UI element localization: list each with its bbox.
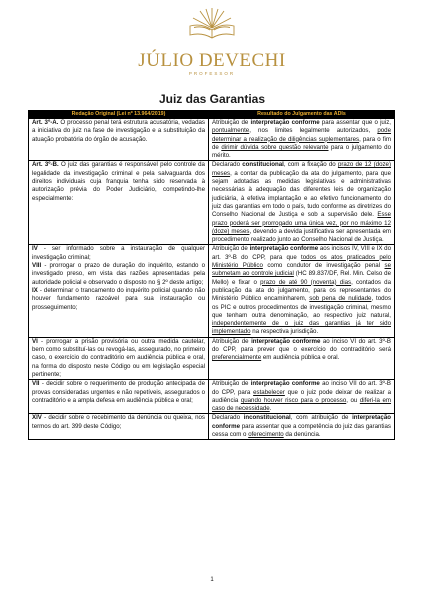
text-run: Declarado <box>212 414 244 422</box>
inciso-text: - prorrogar o prazo de duração do inquérito, estando o investigado preso, em vista das razões apresentadas pela autoridade policial e observado o disposto no § 2º deste artigo; <box>32 262 205 286</box>
text-run: Declarado <box>212 161 243 169</box>
text-run: ao inciso VII do art. 3º-B do CPP, para <box>212 380 391 396</box>
bold-term: interpretação conforme <box>250 380 320 388</box>
table-row <box>29 337 395 379</box>
result-text-cell <box>209 245 395 337</box>
text-run: , devendo a devida justificativa ser apresentada em procedimento realizado junto ao Conselho Nacional de Justiça. <box>212 227 391 244</box>
underlined-term: prazo de até 90 (noventa) dias <box>260 278 352 286</box>
text-run: como condutor de investigação penal <box>262 262 385 270</box>
text-run: , a contar da publicação da ata do julgamento, para que sejam adotadas as medidas legislativas e administrativas necessárias à adequação das diferentes leis de organização judiciária, à efetiva implantação e ao efetivo funcionamento do juiz das garantias em todo o país, tudo conforme as diretrizes do Conselho Nacional de Justiça e sob a supervisão dele. <box>212 169 391 219</box>
inciso-label: VIII <box>32 262 42 270</box>
text-run: , com a fixação do <box>283 161 338 169</box>
text-run: , todos os PIC e outros procedimentos de investigação criminal, mesmo que tenham outra denominação, ao respectivo juiz natural, <box>212 295 392 319</box>
text-run: Atribuição de <box>212 380 251 388</box>
inciso-text: - determinar o trancamento do inquérito policial quando não houver fundamento razoável para sua instauração ou prosseguimento; <box>32 286 205 311</box>
underlined-term: pontualmente <box>212 127 250 135</box>
result-text-cell <box>209 119 395 161</box>
article-label: Art. 3º-A. <box>32 119 61 126</box>
table-row <box>29 414 395 440</box>
document-title: Juiz das Garantias <box>158 92 266 106</box>
text-run: , com atribuição de <box>290 414 353 422</box>
underlined-term: preferencialmente <box>212 354 262 362</box>
page-number: 1 <box>210 577 214 583</box>
result-text-cell <box>209 414 395 440</box>
underlined-term: pode determinar a realização de diligências suplementares <box>212 127 391 143</box>
original-text-cell <box>29 380 209 414</box>
inciso-label: XIV <box>32 414 42 422</box>
text-run: em audiência pública e oral. <box>261 354 340 362</box>
inciso-label: VII <box>32 380 40 388</box>
logo <box>0 4 424 78</box>
table-row <box>29 380 395 414</box>
result-text-cell <box>209 161 395 245</box>
table-header-row <box>29 111 395 119</box>
text-run: para o julgamento do mérito. <box>212 143 391 160</box>
original-text-cell <box>29 414 209 440</box>
underlined-term: sob pena de nulidade <box>309 295 372 303</box>
bold-term: constitucional <box>242 161 284 169</box>
text-run: , contados da publicação da ata do julgamento, para os representantes do Ministério Público encaminharem, <box>212 278 391 303</box>
underlined-term: dirimir dúvida sobre questão relevante <box>221 143 329 151</box>
article-text: O processo penal terá estrutura acusatória, vedadas a iniciativa do juiz na fase de investigação e a substituição da atuação probatória do órgão de acusação. <box>32 119 205 143</box>
original-text-cell <box>29 161 209 245</box>
inciso-paragraph <box>32 245 205 262</box>
column-header-result: Resultado do Julgamento das ADIs <box>209 111 395 119</box>
underlined-term: Esse prazo poderá ser prorrogado uma única vez, por no máximo 12 (doze) meses <box>212 211 391 235</box>
text-run: Atribuição de <box>212 119 251 126</box>
text-run: para assentar que o juiz, <box>319 119 391 126</box>
inciso-label: IX <box>32 286 38 294</box>
comparison-table <box>28 110 395 440</box>
bold-term: inconstitucional <box>243 414 291 422</box>
inciso-text: - decidir sobre o recebimento da denúncia ou queixa, nos termos do art. 399 deste Código; <box>32 414 205 430</box>
text-run: , nos limites legalmente autorizados, <box>249 127 378 135</box>
bold-term: interpretação conforme <box>212 414 391 430</box>
original-text-cell <box>29 119 209 161</box>
result-text-cell <box>209 380 395 414</box>
text-run: da denúncia. <box>283 430 321 438</box>
bold-term: interpretação conforme <box>250 119 320 126</box>
text-run: . <box>269 405 272 413</box>
open-book-logo-icon <box>182 4 242 48</box>
table-row <box>29 161 395 245</box>
inciso-text: - ser informado sobre a instauração de qualquer investigação criminal; <box>32 245 205 261</box>
underlined-term: se submetam ao controle judicial <box>212 262 392 278</box>
underlined-term: quando houver risco para o processo <box>240 396 347 404</box>
inciso-text: - prorrogar a prisão provisória ou outra medida cautelar, bem como substituí-las ou revogá-las, assegurado, no primeiro caso, o exercício do contraditório em audiência pública e oral, na forma do disposto neste Código ou em legislação especial pertinente; <box>32 337 205 378</box>
logo-name: JÚLIO DEVECHI <box>138 50 286 71</box>
inciso-text: - decidir sobre o requerimento de produção antecipada de provas consideradas urgentes e não repetíveis, assegurados o contraditório e a ampla defesa em audiência pública e oral; <box>32 380 205 404</box>
article-text: O juiz das garantias é responsável pelo controle da legalidade da investigação criminal e pela salvaguarda dos direitos individuais cuja franquia tenha sido reservada à autorização prévia do Poder Judiciário, competindo-lhe especialmente: <box>32 161 205 202</box>
table-row <box>29 245 395 337</box>
text-run: (HC 89.837/DF, Rel. Min. Celso de Mello) e fixar o <box>212 270 391 286</box>
text-run: Atribuição de <box>212 245 250 253</box>
underlined-term: diferi-la em caso de necessidade <box>212 396 392 413</box>
text-run: que o juiz pode deixar de realizar a audiência <box>212 388 391 404</box>
inciso-label: IV <box>32 245 38 253</box>
bold-term: interpretação conforme <box>249 245 319 253</box>
text-run: , para o fim de <box>212 135 391 151</box>
text-run: Atribuição de <box>212 337 252 345</box>
text-run: na respectiva jurisdição. <box>250 328 319 336</box>
underlined-term: prazo de 12 (doze) meses <box>212 161 392 177</box>
inciso-paragraph <box>32 262 205 287</box>
underlined-term: oferecimento <box>248 430 284 438</box>
text-run: , ou <box>346 396 360 404</box>
underlined-term: todos os atos praticados pelo Ministério Público <box>212 253 391 270</box>
original-text-cell <box>29 245 209 337</box>
logo-subtitle: PROFESSOR <box>188 71 236 76</box>
underlined-term: independentemente de o juiz das garantias já ter sido implementado <box>212 320 391 336</box>
text-run: ao inciso VI do art. 3º-B do CPP, para prever que o exercício do contraditório será <box>212 337 391 354</box>
underlined-term: estabelecer <box>253 388 285 396</box>
article-label: Art. 3º-B. <box>32 161 61 169</box>
table-row <box>29 119 395 161</box>
inciso-paragraph <box>32 287 205 312</box>
inciso-label: VI <box>32 337 38 345</box>
text-run: aos incisos IV, VIII e IX do art. 3º-B do CPP, para que <box>212 245 391 261</box>
original-text-cell <box>29 337 209 379</box>
text-run: para assentar que a competência do juiz das garantias cessa com o <box>212 422 391 438</box>
result-text-cell <box>209 337 395 379</box>
bold-term: interpretação conforme <box>251 337 321 345</box>
column-header-original: Redação Original (Lei nº 13.964/2019) <box>29 111 209 119</box>
